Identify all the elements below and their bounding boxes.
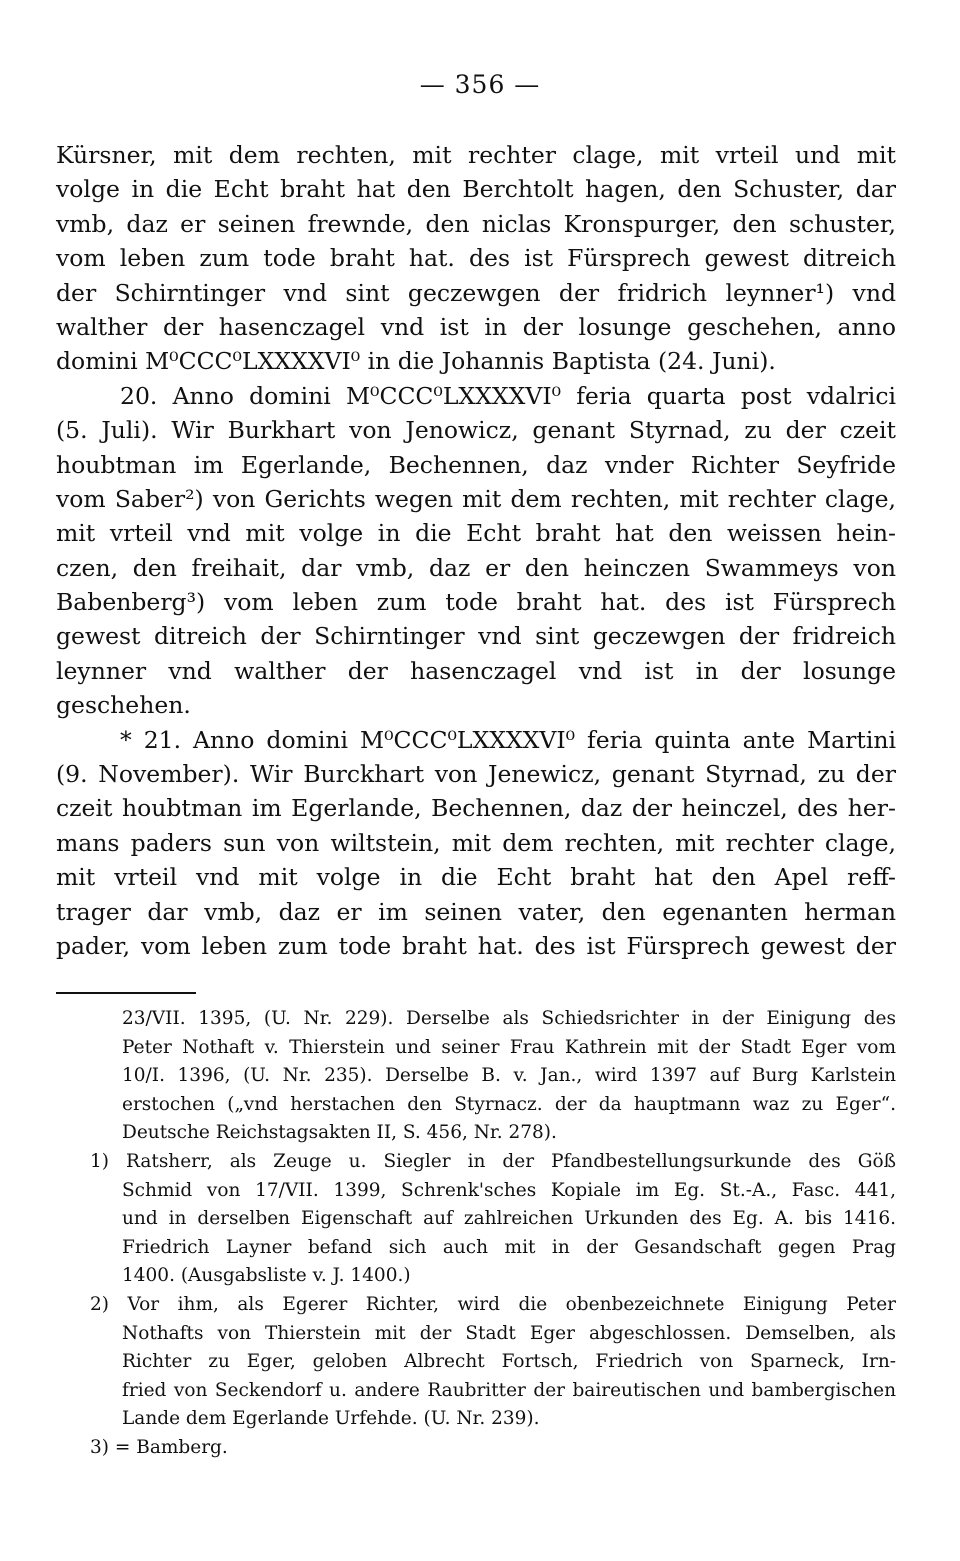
footnote-divider <box>56 992 196 994</box>
text-line: Babenberg³) vom leben zum tode braht hat. des ist Fürsprech <box>56 588 896 617</box>
paragraph-20-start: 20. Anno domini M⁰CCC⁰LXXXXVI⁰ feria quarta post vdalrici <box>120 381 896 410</box>
footnote-line: Friedrich Layner befand sich auch mit in der Gesandschaft gegen Prag <box>122 1236 896 1258</box>
footnote-line: 10/I. 1396, (U. Nr. 235). Derselbe B. v. Jan., wird 1397 auf Burg Karlstein <box>122 1065 896 1087</box>
text-line: walther der hasenczagel vnd ist in der losunge geschehen, anno <box>56 312 896 341</box>
footnote-line: 1400. (Ausgabsliste v. J. 1400.) <box>122 1265 411 1287</box>
paragraph-21-start: * 21. Anno domini M⁰CCC⁰LXXXXVI⁰ feria quinta ante Martini <box>120 725 896 754</box>
text-line: der Schirntinger vnd sint geczewgen der fridrich leynner¹) vnd <box>56 278 896 307</box>
footnote-line: 23/VII. 1395, (U. Nr. 229). Derselbe als Schiedsrichter in der Einigung des <box>122 1008 896 1029</box>
footnotes-block <box>76 1005 896 1463</box>
text-line: czeit houbtman im Egerlande, Bechennen, daz der heinczel, des her- <box>56 794 896 823</box>
footnote-line: fried von Seckendorf u. andere Raubritter der baireutischen und bambergischen <box>122 1379 896 1401</box>
text-line: (9. November). Wir Burckhart von Jenewicz, genant Styrnad, zu der <box>56 760 896 789</box>
footnote-1-start: 1) Ratsherr, als Zeuge u. Siegler in der Pfandbestellungsurkunde des Göß <box>90 1150 896 1172</box>
text-line: czen, den freihait, dar vmb, daz er den heinczen Swammeys von <box>56 553 896 582</box>
text-line: mit vrteil vnd mit volge in die Echt braht hat den weissen hein- <box>56 519 896 548</box>
footnote-line: Richter zu Eger, geloben Albrecht Fortsch, Friedrich von Sparneck, Irn- <box>122 1351 896 1373</box>
text-line: pader, vom leben zum tode braht hat. des ist Fürsprech gewest der <box>56 931 896 960</box>
footnote-line: Schmid von 17/VII. 1399, Schrenk'sches Kopiale im Eg. St.-A., Fasc. 441, <box>122 1179 896 1201</box>
text-line: houbtman im Egerlande, Bechennen, daz vnder Richter Seyfride <box>56 450 896 479</box>
text-line: Kürsner, mit dem rechten, mit rechter clage, mit vrteil und mit <box>56 141 896 169</box>
main-text-block <box>56 138 896 963</box>
footnote-line: erstochen („vnd herstachen den Styrnacz. der da hauptmann waz zu Eger“. <box>122 1093 896 1115</box>
text-line: (5. Juli). Wir Burkhart von Jenowicz, genant Styrnad, zu der czeit <box>56 416 896 445</box>
text-line: trager dar vmb, daz er im seinen vater, den egenanten herman <box>56 897 896 926</box>
text-line: geschehen. <box>56 691 191 720</box>
text-line: vom Saber²) von Gerichts wegen mit dem rechten, mit rechter clage, <box>56 484 896 513</box>
text-line: gewest ditreich der Schirntinger vnd sint geczewgen der fridreich <box>56 622 896 651</box>
footnote-line: Deutsche Reichstagsakten II, S. 456, Nr. 278). <box>122 1122 557 1144</box>
text-line: leynner vnd walther der hasenczagel vnd ist in der losunge <box>56 656 896 685</box>
text-line: vom leben zum tode braht hat. des ist Fürsprech gewest ditreich <box>56 244 896 273</box>
footnote-3: 3) = Bamberg. <box>90 1436 228 1458</box>
footnote-line: und in derselben Eigenschaft auf zahlreichen Urkunden des Eg. A. bis 1416. <box>122 1208 896 1230</box>
footnote-2-start: 2) Vor ihm, als Egerer Richter, wird die obenbezeichnete Einigung Peter <box>90 1293 896 1315</box>
text-line: volge in die Echt braht hat den Berchtolt hagen, den Schuster, dar <box>56 175 896 204</box>
footnote-line: Peter Nothaft v. Thierstein und seiner Frau Kathrein mit der Stadt Eger vom <box>122 1036 896 1058</box>
text-line: vmb, daz er seinen frewnde, den niclas Kronspurger, den schuster, <box>56 209 896 238</box>
footnote-line: Lande dem Egerlande Urfehde. (U. Nr. 239). <box>122 1408 540 1430</box>
footnote-line: Nothafts von Thierstein mit der Stadt Eger abgeschlossen. Demselben, als <box>122 1322 896 1344</box>
text-line: mans paders sun von wiltstein, mit dem rechten, mit rechter clage, <box>56 828 896 857</box>
text-line: domini M⁰CCC⁰LXXXXVI⁰ in die Johannis Baptista (24. Juni). <box>56 347 776 376</box>
text-line: mit vrteil vnd mit volge in die Echt braht hat den Apel reff- <box>56 863 896 892</box>
page-number: — 356 — <box>419 70 541 99</box>
